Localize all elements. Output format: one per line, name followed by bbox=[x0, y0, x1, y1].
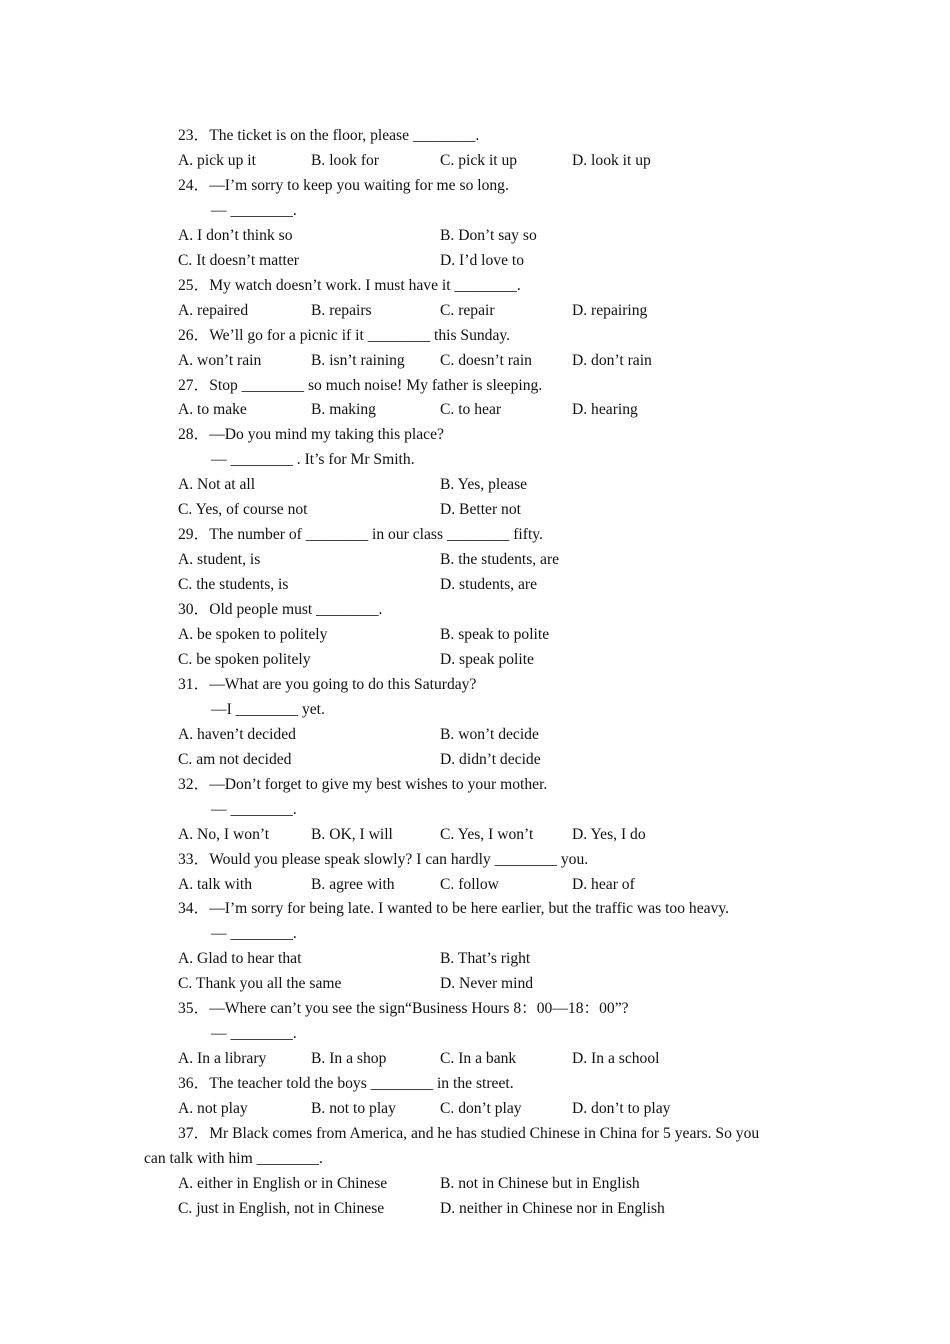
question-stem: 27．Stop ________ so much noise! My father is sleeping. bbox=[178, 376, 543, 394]
answer-option-c[interactable]: C. to hear bbox=[440, 401, 502, 419]
answer-option-a[interactable]: A. talk with bbox=[178, 875, 253, 893]
answer-option-c[interactable]: C. follow bbox=[440, 875, 499, 893]
answer-option-b[interactable]: B. Don’t say so bbox=[440, 226, 537, 244]
answer-option-c[interactable]: C. be spoken politely bbox=[178, 650, 311, 668]
answer-option-c[interactable]: C. Yes, I won’t bbox=[440, 825, 534, 843]
answer-option-b[interactable]: B. That’s right bbox=[440, 950, 531, 968]
answer-option-a[interactable]: A. haven’t decided bbox=[178, 725, 296, 743]
answer-option-c[interactable]: C. just in English, not in Chinese bbox=[178, 1199, 385, 1217]
answer-option-d[interactable]: D. I’d love to bbox=[440, 251, 525, 269]
answer-option-d[interactable]: D. Better not bbox=[440, 501, 521, 519]
answer-option-d[interactable]: D. speak polite bbox=[440, 650, 534, 668]
question-stem: 28．—Do you mind my taking this place? bbox=[178, 426, 444, 444]
answer-option-a[interactable]: A. repaired bbox=[178, 301, 249, 319]
answer-option-c[interactable]: C. am not decided bbox=[178, 750, 292, 768]
answer-option-a[interactable]: A. Not at all bbox=[178, 476, 256, 494]
answer-option-a[interactable]: A. pick up it bbox=[178, 151, 256, 169]
answer-option-b[interactable]: B. won’t decide bbox=[440, 725, 539, 743]
answer-option-c[interactable]: C. don’t play bbox=[440, 1100, 522, 1118]
question-stem: 35．—Where can’t you see the sign“Business Hours 8：00—18：00”? bbox=[178, 1000, 629, 1018]
answer-option-a[interactable]: A. No, I won’t bbox=[178, 825, 270, 843]
answer-option-c[interactable]: C. repair bbox=[440, 301, 495, 319]
answer-option-b[interactable]: B. making bbox=[311, 401, 376, 419]
answer-option-b[interactable]: B. speak to polite bbox=[440, 626, 550, 643]
answer-option-d[interactable]: D. repairing bbox=[572, 301, 648, 319]
answer-option-a[interactable]: A. be spoken to politely bbox=[178, 626, 328, 643]
answer-option-d[interactable]: D. neither in Chinese nor in English bbox=[440, 1199, 665, 1217]
answer-option-d[interactable]: D. don’t rain bbox=[572, 351, 652, 369]
answer-option-c[interactable]: C. Yes, of course not bbox=[178, 501, 308, 519]
answer-option-a[interactable]: A. Glad to hear that bbox=[178, 950, 302, 968]
question-stem: 36．The teacher told the boys ________ in the street. bbox=[178, 1075, 514, 1093]
question-stem: 34．—I’m sorry for being late. I wanted to be here earlier, but the traffic was too heavy. bbox=[178, 900, 730, 918]
answer-option-a[interactable]: A. I don’t think so bbox=[178, 226, 293, 244]
answer-option-a[interactable]: A. won’t rain bbox=[178, 351, 262, 369]
answer-option-b[interactable]: B. not in Chinese but in English bbox=[440, 1174, 640, 1192]
answer-option-d[interactable]: D. didn’t decide bbox=[440, 750, 541, 768]
question-stem: 26．We’ll go for a picnic if it ________ this Sunday. bbox=[178, 326, 511, 344]
answer-option-d[interactable]: D. Never mind bbox=[440, 975, 534, 993]
answer-option-b[interactable]: B. In a shop bbox=[311, 1050, 387, 1068]
answer-option-c[interactable]: C. Thank you all the same bbox=[178, 975, 342, 993]
answer-option-a[interactable]: A. student, is bbox=[178, 551, 261, 569]
answer-option-c[interactable]: C. It doesn’t matter bbox=[178, 251, 299, 269]
answer-option-d[interactable]: D. hearing bbox=[572, 401, 638, 419]
answer-option-c[interactable]: C. In a bank bbox=[440, 1050, 517, 1068]
question-stem: 37．Mr Black comes from America, and he has studied Chinese in China for 5 years. So you bbox=[178, 1125, 760, 1142]
answer-option-c[interactable]: C. doesn’t rain bbox=[440, 351, 532, 369]
answer-option-c[interactable]: C. pick it up bbox=[440, 151, 518, 169]
answer-option-a[interactable]: A. In a library bbox=[178, 1050, 267, 1068]
dialogue-response-line: — ________. bbox=[211, 800, 297, 818]
answer-option-a[interactable]: A. to make bbox=[178, 401, 247, 419]
answer-option-b[interactable]: B. not to play bbox=[311, 1100, 396, 1118]
answer-option-d[interactable]: D. don’t to play bbox=[572, 1100, 671, 1118]
answer-option-d[interactable]: D. students, are bbox=[440, 576, 538, 594]
answer-option-b[interactable]: B. Yes, please bbox=[440, 476, 528, 494]
question-stem: 25．My watch doesn’t work. I must have it ________. bbox=[178, 276, 521, 294]
dialogue-response-line: — ________. bbox=[211, 201, 297, 219]
question-stem: 32．—Don’t forget to give my best wishes to your mother. bbox=[178, 775, 548, 793]
question-stem: 23．The ticket is on the floor, please ________. bbox=[178, 127, 480, 144]
answer-option-c[interactable]: C. the students, is bbox=[178, 576, 289, 594]
answer-option-a[interactable]: A. either in English or in Chinese bbox=[178, 1174, 388, 1192]
question-continuation: can talk with him ________. bbox=[144, 1149, 323, 1167]
answer-option-d[interactable]: D. In a school bbox=[572, 1050, 660, 1068]
answer-option-d[interactable]: D. hear of bbox=[572, 875, 635, 893]
question-stem: 30．Old people must ________. bbox=[178, 601, 383, 619]
answer-option-b[interactable]: B. the students, are bbox=[440, 551, 560, 569]
answer-option-b[interactable]: B. OK, I will bbox=[311, 825, 393, 843]
question-stem: 24．—I’m sorry to keep you waiting for me so long. bbox=[178, 176, 509, 194]
question-stem: 29．The number of ________ in our class ________ fifty. bbox=[178, 526, 543, 544]
answer-option-a[interactable]: A. not play bbox=[178, 1100, 248, 1118]
question-stem: 31．—What are you going to do this Saturday? bbox=[178, 675, 477, 693]
answer-option-b[interactable]: B. look for bbox=[311, 151, 380, 169]
question-stem: 33．Would you please speak slowly? I can hardly ________ you. bbox=[178, 850, 589, 868]
dialogue-response-line: — ________. bbox=[211, 925, 297, 943]
dialogue-response-line: — ________ . It’s for Mr Smith. bbox=[211, 451, 415, 469]
answer-option-b[interactable]: B. repairs bbox=[311, 301, 372, 319]
answer-option-d[interactable]: D. look it up bbox=[572, 151, 651, 169]
answer-option-b[interactable]: B. isn’t raining bbox=[311, 351, 405, 369]
answer-option-d[interactable]: D. Yes, I do bbox=[572, 825, 646, 843]
answer-option-b[interactable]: B. agree with bbox=[311, 875, 395, 893]
dialogue-response-line: —I ________ yet. bbox=[211, 700, 325, 718]
dialogue-response-line: — ________. bbox=[211, 1025, 297, 1043]
